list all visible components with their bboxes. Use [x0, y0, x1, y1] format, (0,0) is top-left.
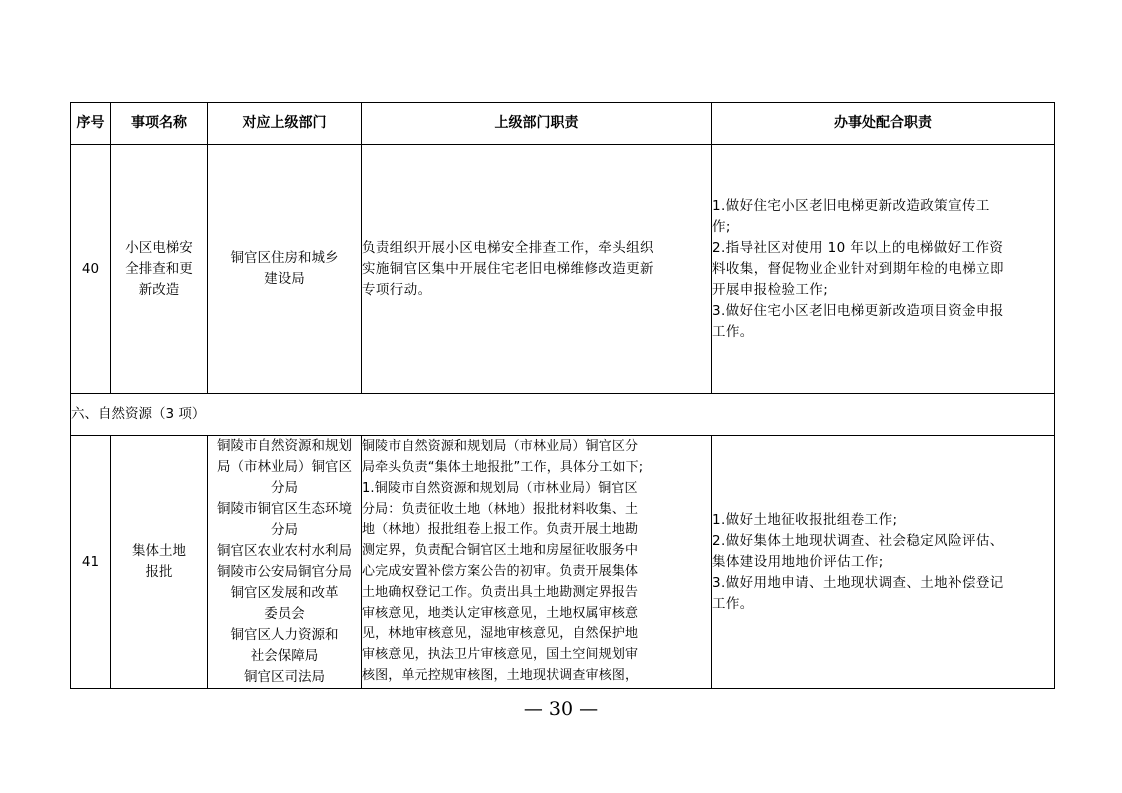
office-duty-line: 工作。	[712, 323, 754, 340]
item-name-line: 集体土地	[132, 543, 186, 559]
dept-line: 铜官区人力资源和	[230, 627, 339, 643]
row-number: 41	[71, 436, 111, 689]
header-seq: 序号	[71, 103, 111, 145]
office-duty-line: 作;	[712, 218, 731, 235]
upper-duty-cell	[362, 436, 712, 689]
upper-duty-line: 专项行动。	[362, 281, 432, 298]
office-duty-cell	[712, 436, 1055, 689]
item-name-line: 新改造	[138, 281, 180, 298]
table-row-41	[71, 436, 1055, 689]
item-name-line: 报批	[145, 564, 173, 580]
upper-duty-cell	[362, 145, 712, 394]
header-upper-dept: 对应上级部门	[208, 103, 362, 145]
dept-line: 铜官区农业农村水利局	[217, 543, 352, 559]
duty-table	[70, 102, 1055, 689]
table-row-40	[71, 145, 1055, 394]
dept-line: 局（市林业局）铜官区	[217, 459, 352, 475]
upper-duty-line: 实施铜官区集中开展住宅老旧电梯维修改造更新	[362, 260, 654, 277]
item-name-line: 小区电梯安	[125, 239, 193, 256]
page-number: — 30 —	[523, 698, 599, 720]
upper-duty-line: 审核意见，地类认定审核意见，土地权属审核意	[362, 605, 639, 621]
dept-line: 铜官区住房和城乡	[230, 250, 339, 266]
dept-line: 铜陵市自然资源和规划	[217, 438, 352, 454]
office-duty-line: 3.做好用地申请、土地现状调查、土地补偿登记	[712, 574, 1004, 591]
upper-duty-line: 地（林地）报批组卷上报工作。负责开展土地勘	[362, 522, 639, 538]
office-duty-line: 3.做好住宅小区老旧电梯更新改造项目资金申报	[712, 302, 1004, 319]
office-duty-line: 集体建设用地地价评估工作;	[712, 553, 884, 570]
item-name-cell	[111, 145, 208, 394]
upper-duty-line: 核图，单元控规审核图，土地现状调查审核图，	[362, 667, 639, 683]
upper-duty-line: 铜陵市自然资源和规划局（市林业局）铜官区分	[362, 439, 639, 455]
upper-duty-line: 土地确权登记工作。负责出具土地勘测定界报告	[362, 584, 639, 600]
office-duty-line: 2.指导社区对使用 10 年以上的电梯做好工作资	[712, 239, 1004, 256]
upper-dept-cell	[208, 436, 362, 689]
office-duty-cell	[712, 145, 1055, 394]
dept-line: 铜陵市铜官区生态环境	[217, 501, 352, 517]
dept-line: 铜官区司法局	[244, 669, 325, 685]
header-upper-duty: 上级部门职责	[362, 103, 712, 145]
office-duty-line: 料收集，督促物业企业针对到期年检的电梯立即	[712, 260, 1004, 277]
dept-line: 分局	[271, 480, 298, 496]
dept-line: 铜官区发展和改革	[230, 585, 339, 601]
upper-duty-line: 测定界，负责配合铜官区土地和房屋征收服务中	[362, 543, 639, 559]
dept-line: 铜陵市公安局铜官分局	[217, 564, 352, 580]
item-name-line: 全排查和更	[125, 260, 193, 277]
item-name-cell	[111, 436, 208, 689]
header-row	[71, 103, 1055, 145]
row-number: 40	[71, 145, 111, 394]
upper-dept-cell	[208, 145, 362, 394]
upper-duty-line: 负责组织开展小区电梯安全排查工作，牵头组织	[362, 239, 654, 256]
upper-duty-line: 局牵头负责“集体土地报批”工作，具体分工如下;	[362, 460, 644, 476]
header-item-name: 事项名称	[111, 103, 208, 145]
office-duty-line: 1.做好土地征收报批组卷工作;	[712, 511, 898, 528]
office-duty-line: 2.做好集体土地现状调查、社会稳定风险评估、	[712, 532, 1004, 549]
dept-line: 建设局	[264, 271, 305, 287]
upper-duty-line: 分局：负责征收土地（林地）报批材料收集、土	[362, 501, 639, 517]
office-duty-line: 工作。	[712, 595, 754, 612]
upper-duty-line: 审核意见，执法卫片审核意见，国土空间规划审	[362, 647, 639, 663]
upper-duty-line: 1.铜陵市自然资源和规划局（市林业局）铜官区	[362, 480, 638, 496]
dept-line: 委员会	[264, 606, 305, 622]
header-office-duty: 办事处配合职责	[712, 103, 1055, 145]
dept-line: 社会保障局	[250, 648, 319, 664]
dept-line: 分局	[271, 522, 298, 538]
section-title: 六、自然资源（3 项）	[71, 394, 1055, 436]
section-row	[71, 394, 1055, 436]
upper-duty-line: 见，林地审核意见，湿地审核意见，自然保护地	[362, 626, 639, 642]
upper-duty-line: 心完成安置补偿方案公告的初审。负责开展集体	[362, 564, 639, 579]
office-duty-line: 开展申报检验工作;	[712, 281, 829, 298]
office-duty-line: 1.做好住宅小区老旧电梯更新改造政策宣传工	[712, 197, 990, 214]
